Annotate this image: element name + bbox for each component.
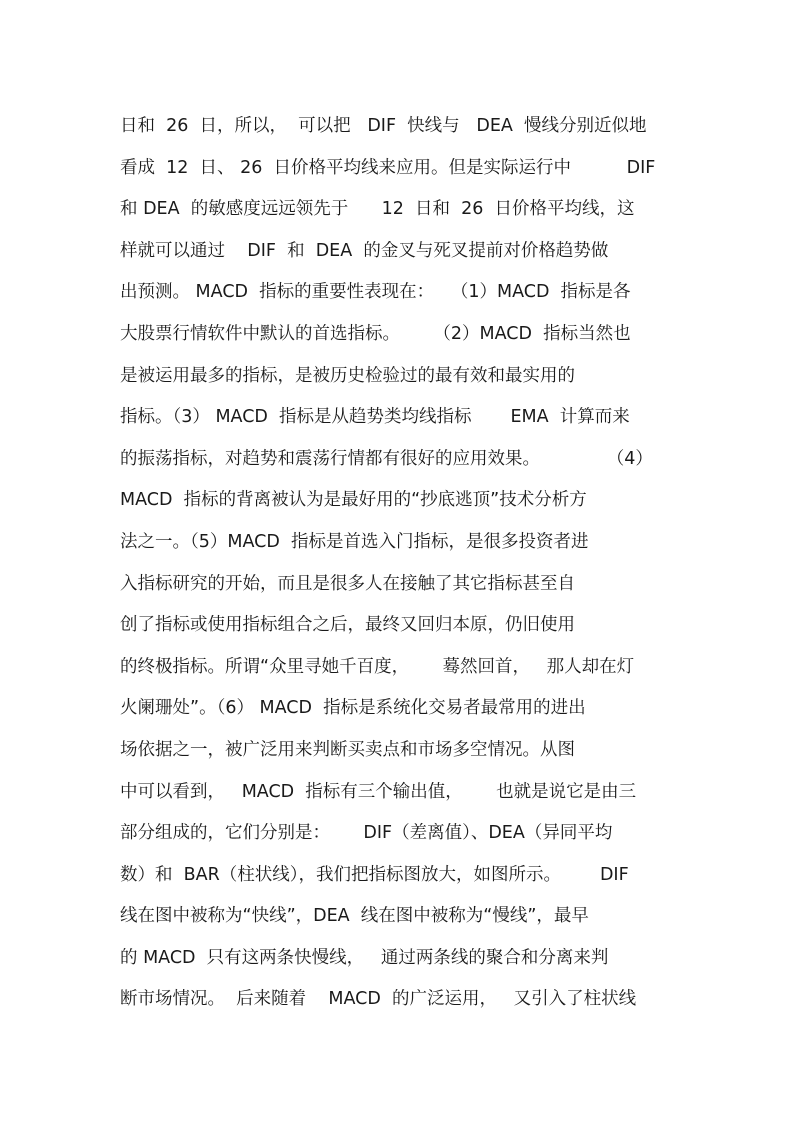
text-line: 火阑珊处”。（6） MACD 指标是系统化交易者最常用的进出 [120, 698, 586, 719]
text-line: 中可以看到， MACD 指标有三个输出值， 也就是说它是由三 [120, 781, 637, 802]
body-text [120, 106, 680, 1021]
text-line: 的终极指标。所谓“众里寻她千百度， 蓦然回首， 那人却在灯 [120, 656, 635, 677]
text-line: 出预测。 MACD 指标的重要性表现在： （1）MACD 指标是各 [120, 282, 631, 303]
text-line: 大股票行情软件中默认的首选指标。 （2）MACD 指标当然也 [120, 323, 631, 344]
text-line: 指标。（3） MACD 指标是从趋势类均线指标 EMA 计算而来 [120, 407, 630, 428]
text-line: 看成 12 日、 26 日价格平均线来应用。但是实际运行中 DIF [120, 157, 656, 178]
text-line: MACD 指标的背离被认为是最好用的“抄底逃顶”技术分析方 [120, 490, 587, 511]
text-line: 法之一。（5）MACD 指标是首选入门指标，是很多投资者进 [120, 531, 589, 552]
text-line: 样就可以通过 DIF 和 DEA 的金叉与死叉提前对价格趋势做 [120, 240, 609, 261]
text-line: 是被运用最多的指标，是被历史检验过的最有效和最实用的 [120, 365, 575, 386]
text-line: 数）和 BAR（柱状线），我们把指标图放大，如图所示。 DIF [120, 864, 629, 885]
text-line: 创了指标或使用指标组合之后，最终又回归本原，仍旧使用 [120, 615, 575, 636]
text-line: 日和 26 日，所以， 可以把 DIF 快线与 DEA 慢线分别近似地 [120, 116, 647, 136]
text-line: 部分组成的，它们分别是： DIF（差离值）、DEA（异同平均 [120, 823, 613, 844]
text-line: 的振荡指标，对趋势和震荡行情都有很好的应用效果。 （4） [120, 448, 653, 469]
text-line: 入指标研究的开始，而且是很多人在接触了其它指标甚至自 [120, 573, 575, 594]
text-line: 和 DEA 的敏感度远远领先于 12 日和 26 日价格平均线，这 [120, 199, 635, 220]
text-line: 线在图中被称为“快线”，DEA 线在图中被称为“慢线”，最早 [120, 906, 589, 927]
text-line: 的 MACD 只有这两条快慢线， 通过两条线的聚合和分离来判 [120, 947, 609, 968]
text-line: 场依据之一，被广泛用来判断买卖点和市场多空情况。从图 [120, 739, 575, 760]
text-line: 断市场情况。 后来随着 MACD 的广泛运用， 又引入了柱状线 [120, 989, 637, 1010]
